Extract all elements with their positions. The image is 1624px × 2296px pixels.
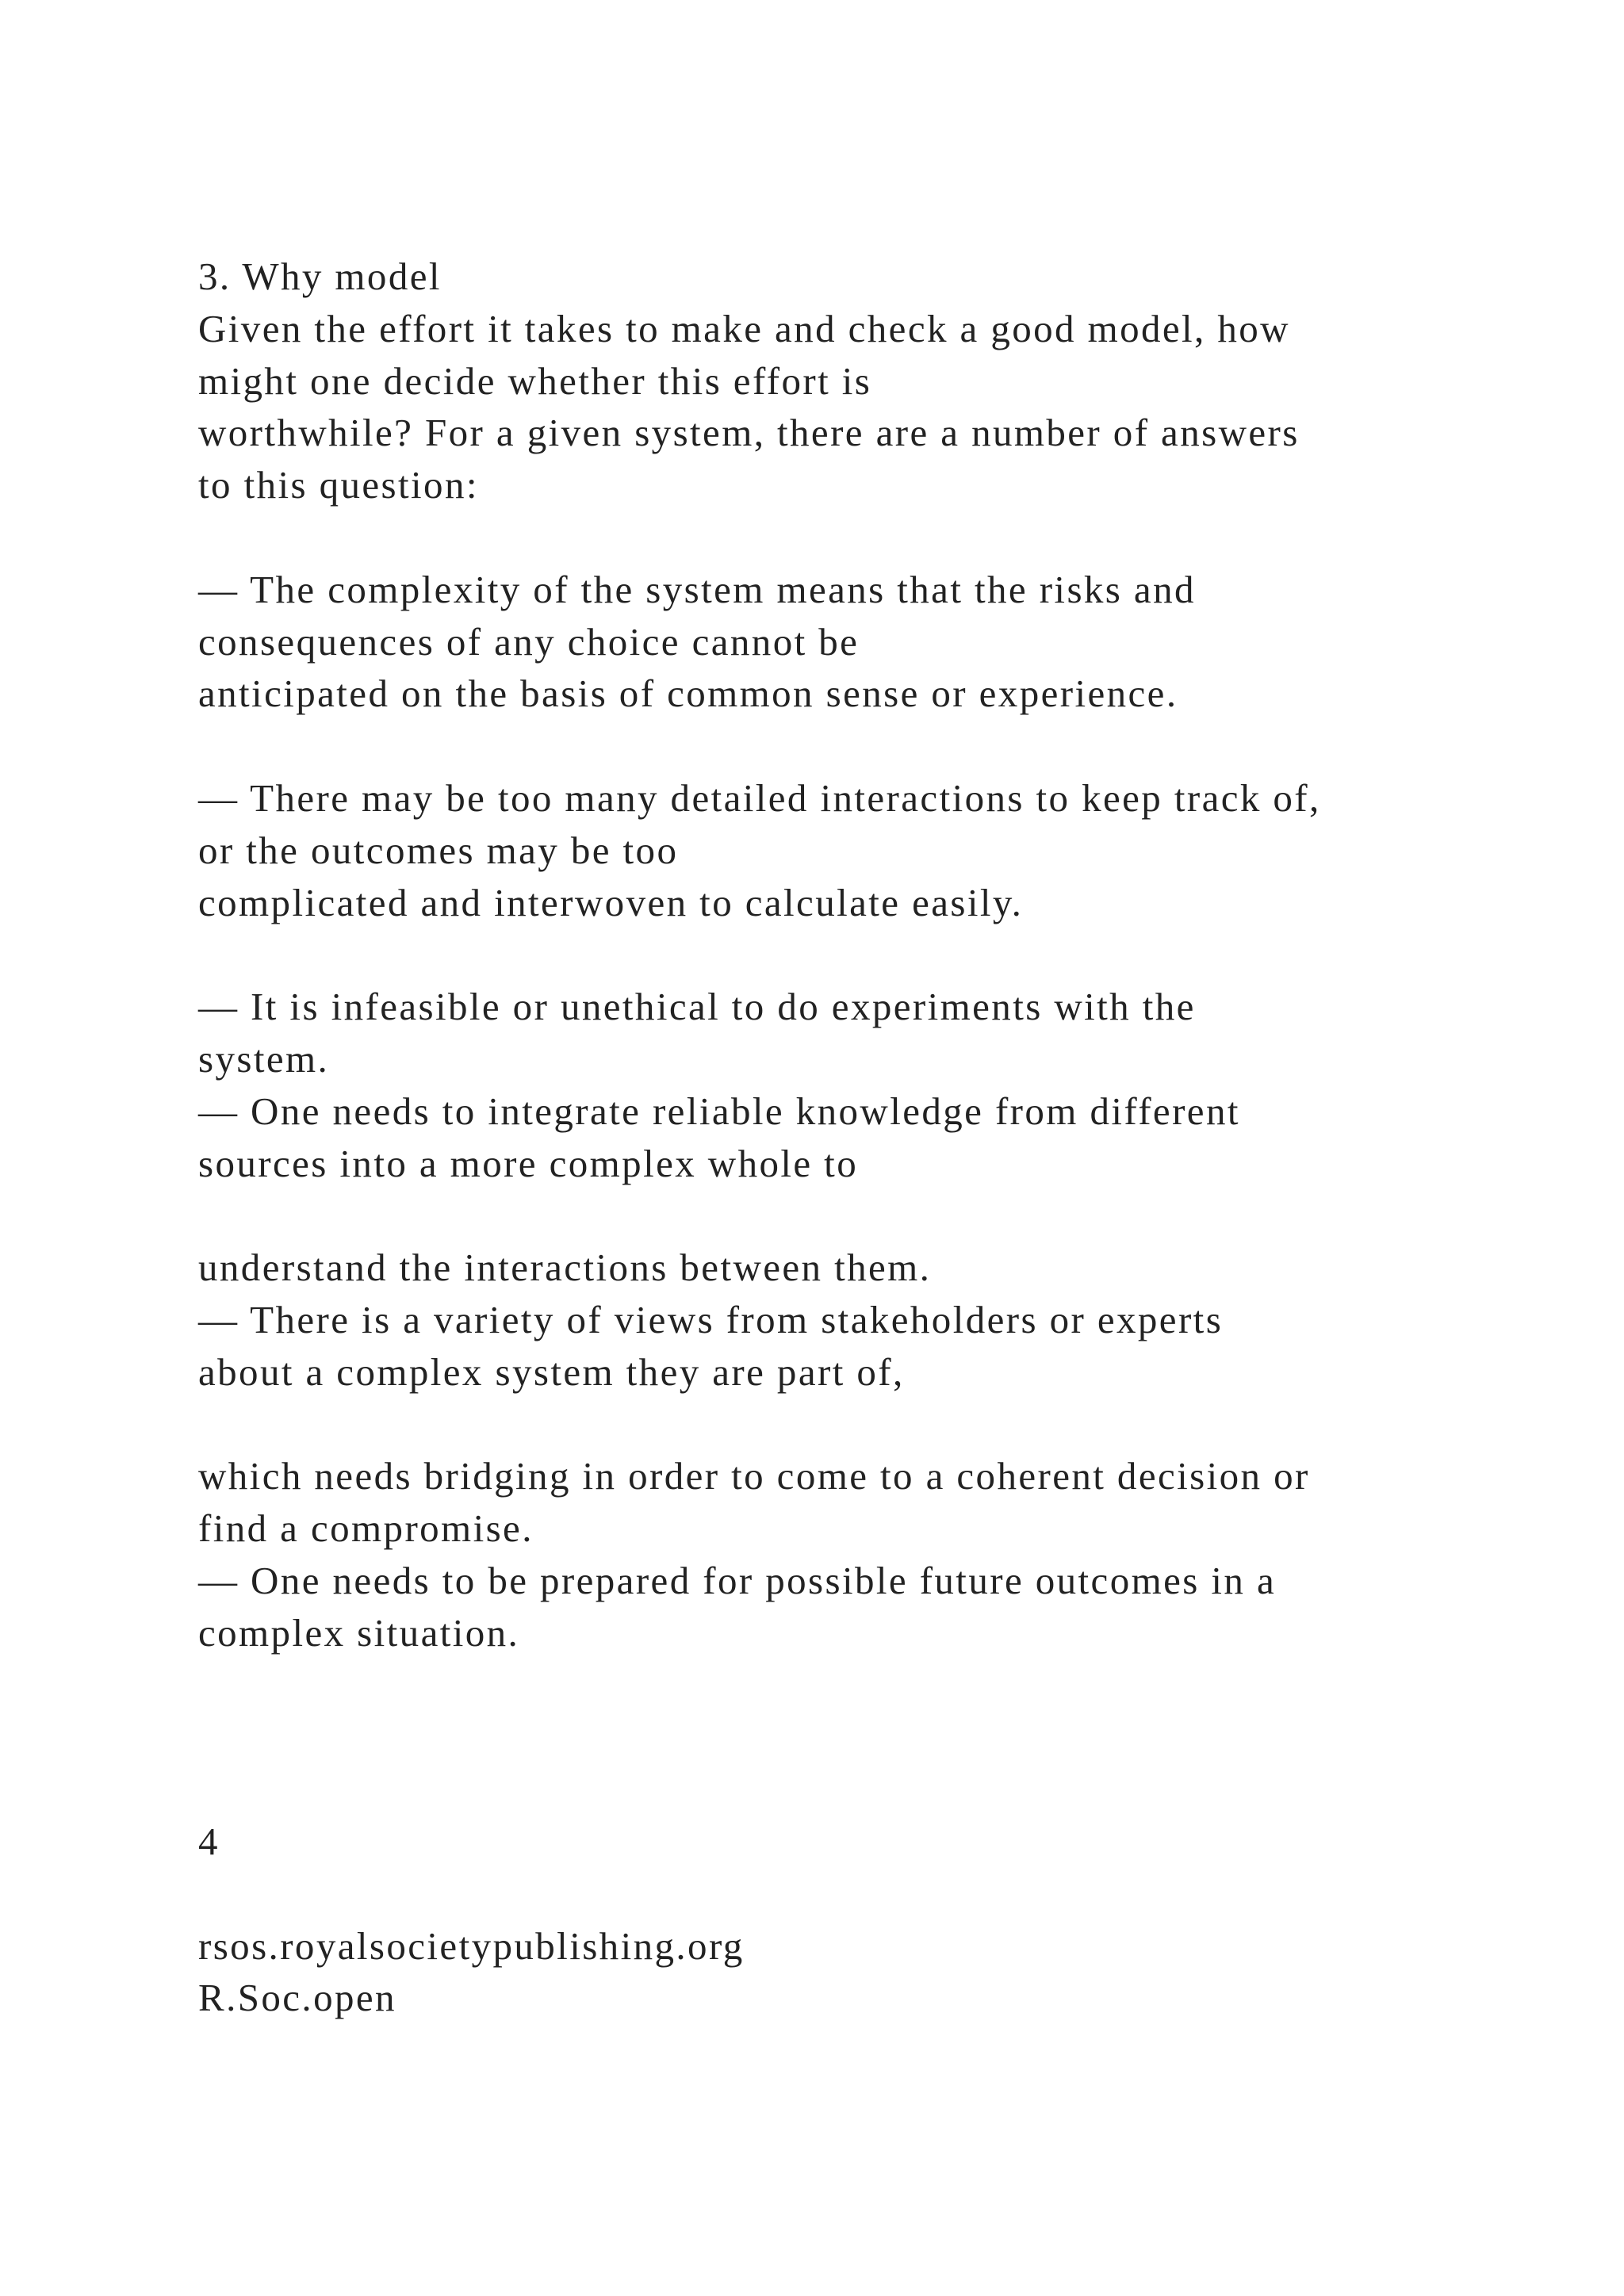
blank-line (198, 1711, 1546, 1763)
section-heading: 3. Why model (198, 254, 442, 298)
list-item-line: anticipated on the basis of common sense or experience. (198, 672, 1178, 716)
blank-line (198, 1189, 1546, 1242)
blank-line (198, 1868, 1546, 1920)
list-item-line: which needs bridging in order to come to a coherent decision or (198, 1454, 1310, 1498)
paragraph-line: worthwhile? For a given system, there are a number of answers (198, 411, 1300, 455)
paragraph-line: might one decide whether this effort is (198, 358, 872, 403)
journal-name: R.Soc.open (198, 1976, 396, 2020)
blank-line (198, 1659, 1546, 1712)
journal-url: rsos.royalsocietypublishing.org (198, 1923, 745, 1968)
page-number: 4 (198, 1819, 220, 1863)
blank-line (198, 720, 1546, 772)
blank-line (198, 1763, 1546, 1816)
list-item-line: find a compromise. (198, 1506, 534, 1551)
list-item-line: consequences of any choice cannot be (198, 619, 860, 664)
list-item-line: complicated and interwoven to calculate easily. (198, 880, 1024, 924)
list-item-line: or the outcomes may be too (198, 828, 679, 872)
list-item-line: sources into a more complex whole to (198, 1141, 859, 1185)
blank-line (198, 1399, 1546, 1451)
document-body (198, 251, 1546, 2024)
blank-line (198, 511, 1546, 564)
list-item-line: understand the interactions between them. (198, 1246, 932, 1290)
list-item-line: — There may be too many detailed interactions to keep track of, (198, 775, 1321, 820)
list-item-line: — One needs to integrate reliable knowledge from different (198, 1089, 1240, 1133)
list-item-line: — It is infeasible or unethical to do experiments with the (198, 985, 1196, 1029)
list-item-line: system. (198, 1036, 330, 1081)
list-item-line: complex situation. (198, 1610, 520, 1655)
paragraph-line: Given the effort it takes to make and check a good model, how (198, 306, 1290, 350)
paragraph-line: to this question: (198, 463, 479, 507)
blank-line (198, 928, 1546, 981)
list-item-line: — There is a variety of views from stakeholders or experts (198, 1297, 1224, 1341)
list-item-line: — The complexity of the system means that the risks and (198, 567, 1196, 611)
list-item-line: — One needs to be prepared for possible future outcomes in a (198, 1558, 1277, 1602)
list-item-line: about a complex system they are part of, (198, 1349, 905, 1394)
